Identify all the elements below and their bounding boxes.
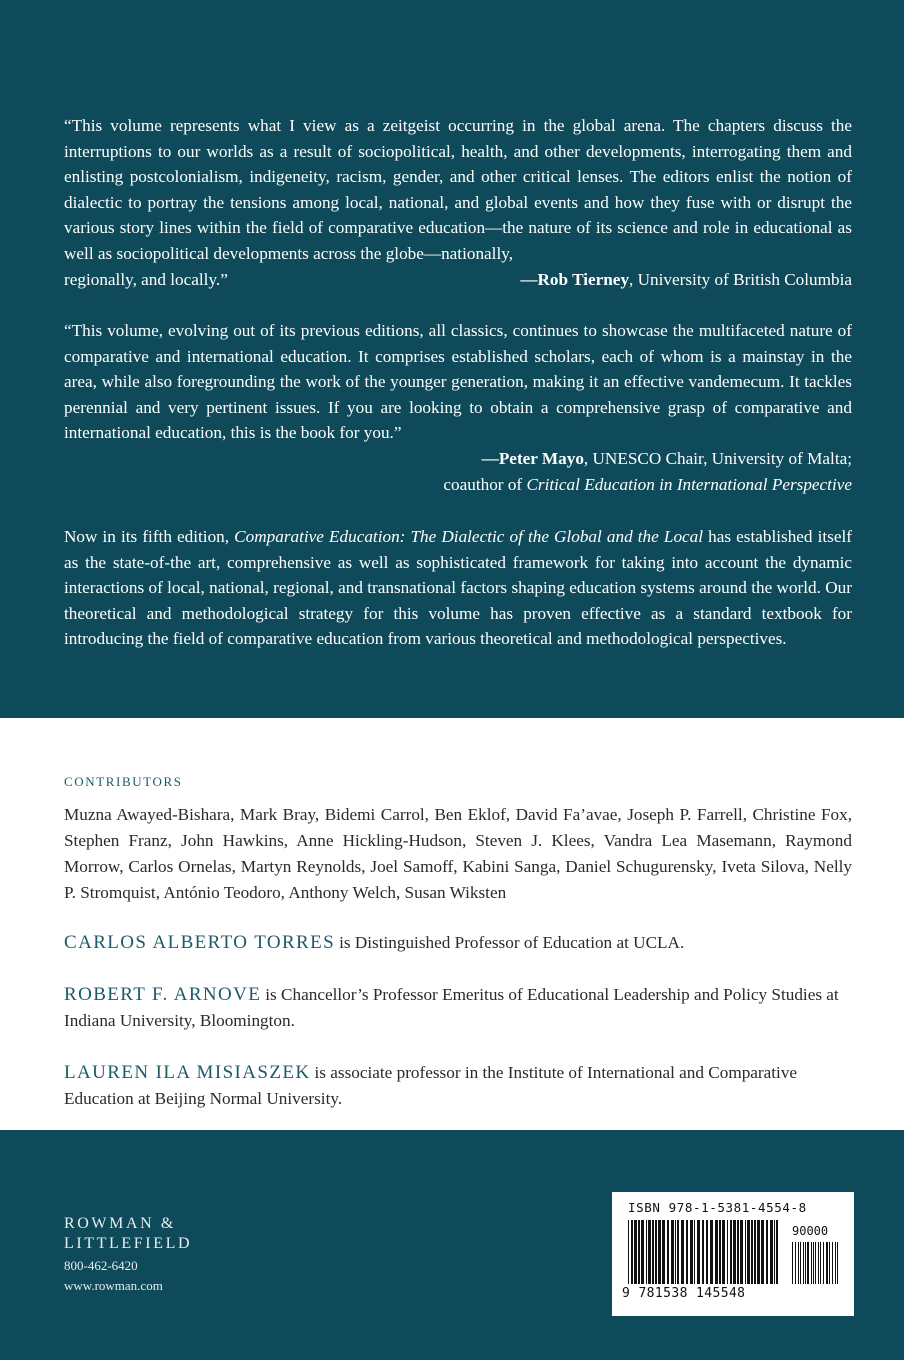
barcode-bar <box>751 1220 753 1284</box>
barcode-bar <box>818 1242 819 1284</box>
barcode-bar <box>646 1220 647 1284</box>
barcode-bar <box>667 1220 669 1284</box>
barcode-bar <box>766 1220 768 1284</box>
contributors-section <box>0 718 904 1130</box>
barcode-bar <box>823 1242 824 1284</box>
editor-bio-misiaszek <box>64 1060 852 1112</box>
editor-name: ROBERT F. ARNOVE <box>64 984 262 1005</box>
barcode-bar <box>641 1220 644 1284</box>
publisher-phone: 800-462-6420 <box>64 1258 138 1273</box>
barcode-bar <box>776 1220 778 1284</box>
barcode-bar <box>658 1220 661 1284</box>
isbn-text: ISBN 978-1-5381-4554-8 <box>628 1200 807 1215</box>
barcode-bar <box>820 1242 821 1284</box>
quote-coauthor-line: coauthor of Critical Education in International Perspective <box>443 474 852 494</box>
editor-bio-text: is Distinguished Professor of Education at UCLA. <box>339 933 685 952</box>
barcode-bar <box>754 1220 756 1284</box>
barcode-bar <box>719 1220 721 1284</box>
barcode-bar <box>837 1242 838 1284</box>
price-code: 90000 <box>792 1224 829 1238</box>
barcode-bar <box>815 1242 816 1284</box>
contributors-list: Muzna Awayed-Bishara, Mark Bray, Bidemi Carrol, Ben Eklof, David Fa’avae, Joseph P. Farrell, Christine Fox, Stephen Franz, John Hawkins, Anne Hickling-Hudson, Steven J. Klees, Vandra Lea Masemann, Raymond Morrow, Carlos Ornelas, Martyn Reynolds, Joel Samoff, Kabini Sanga, Daniel Schugurensky, Iveta Silova, Nelly P. Stromquist, António Teodoro, Anthony Welch, Susan Wiksten <box>64 805 852 902</box>
contributors-heading: CONTRIBUTORS <box>64 774 183 789</box>
barcode-bar <box>826 1242 828 1284</box>
coauthor-book-title: Critical Education in International Perspective <box>526 474 852 494</box>
editor-bio-torres <box>64 930 852 956</box>
quote-attribution <box>520 267 852 293</box>
editor-name: LAUREN ILA MISIASZEK <box>64 1062 311 1083</box>
barcode-bar <box>730 1220 732 1284</box>
barcode-bar <box>706 1220 708 1284</box>
barcode-bar <box>662 1220 665 1284</box>
ean-digits: 9 781538 145548 <box>622 1286 746 1301</box>
editor-name: CARLOS ALBERTO TORRES <box>64 932 336 953</box>
barcode-bar <box>652 1220 654 1284</box>
barcode-bar <box>631 1220 633 1284</box>
barcode-bar <box>690 1220 693 1284</box>
publisher-logo: ROWMAN & LITTLEFIELD <box>64 1215 193 1252</box>
barcode-bar <box>747 1220 750 1284</box>
editor-bio-arnove <box>64 982 852 1034</box>
barcode-bar <box>740 1220 743 1284</box>
barcode-bar <box>702 1220 704 1284</box>
barcode-bar <box>737 1220 739 1284</box>
editor-bio-text: is associate professor in the Institute of International and Comparative Education at Beijing Normal University. <box>64 1063 798 1108</box>
barcode-bar <box>722 1220 725 1284</box>
barcode-bar <box>835 1242 836 1284</box>
barcode-bar <box>813 1242 814 1284</box>
blurb-quote-tierney <box>64 113 852 292</box>
barcode-bar <box>805 1242 806 1284</box>
barcode-bar <box>655 1220 657 1284</box>
quote-attribution <box>64 446 852 472</box>
ean-barcode-graphic <box>626 1220 782 1284</box>
quote-author: —Peter Mayo <box>481 448 584 468</box>
isbn-barcode-box <box>612 1192 854 1316</box>
barcode-bar <box>733 1220 736 1284</box>
barcode-bar <box>671 1220 674 1284</box>
publisher-website: www.rowman.com <box>64 1278 163 1293</box>
quote-body: “This volume represents what I view as a zeitgeist occurring in the global arena. The chapters discuss the interruptions to our worlds as a result of sociopolitical, health, and other developments, interrogating them and enlisting postcolonialism, indigeneity, racism, gender, and other critical lenses. The editors enlist the notion of dialectic to portray the tensions among local, national, and global events and how they fuse with or disrupt the various story lines within the field of comparative education—the nature of its science and role in educational as well as sociopolitical developments across the globe—nationally, <box>64 116 852 263</box>
barcode-bar <box>745 1220 746 1284</box>
editor-bio-text: is Chancellor’s Professor Emeritus of Educational Leadership and Policy Studies at Indiana University, Bloomington. <box>64 985 839 1030</box>
barcode-bar <box>761 1220 764 1284</box>
barcode-bar <box>710 1220 713 1284</box>
price-barcode-graphic <box>790 1242 842 1284</box>
book-description: Now in its fifth edition, Comparative Education: The Dialectic of the Global and the Local has established itself as the state-of-the art, comprehensive as well as sophisticated framework for taking into account the dynamic interactions of local, national, regional, and transnational factors shaping education systems around the world. Our theoretical and methodological strategy for this volume has proven effective as a standard textbook for introducing the field of comparative education from various theoretical and methodological perspectives. <box>64 527 852 649</box>
barcode-bar <box>686 1220 688 1284</box>
barcode-bar <box>774 1220 775 1284</box>
barcode-bar <box>628 1220 629 1284</box>
barcode-bar <box>648 1220 651 1284</box>
barcode-bar <box>634 1220 637 1284</box>
barcode-bar <box>697 1220 700 1284</box>
barcode-bar <box>800 1242 801 1284</box>
book-title: Comparative Education: The Dialectic of the Global and the Local <box>234 527 704 546</box>
barcode-bar <box>798 1242 799 1284</box>
barcode-bar <box>675 1220 676 1284</box>
barcode-bar <box>727 1220 728 1284</box>
blurb-quote-mayo <box>64 318 852 497</box>
barcode-bar <box>694 1220 695 1284</box>
quote-affiliation: , University of British Columbia <box>629 269 852 289</box>
barcode-bar <box>681 1220 684 1284</box>
barcode-bar <box>829 1242 830 1284</box>
barcode-bar <box>792 1242 793 1284</box>
quote-last-line: regionally, and locally.” <box>64 269 228 289</box>
quote-affiliation: , UNESCO Chair, University of Malta; <box>583 448 852 468</box>
publisher-footer <box>0 1130 904 1360</box>
quote-author: —Rob Tierney <box>520 269 630 289</box>
barcode-bar <box>715 1220 718 1284</box>
barcode-bar <box>807 1242 809 1284</box>
quote-body: “This volume, evolving out of its previous editions, all classics, continues to showcase the multifaceted nature of comparative and international education. It comprises established scholars, each of whom is a mainstay in the area, while also foregrounding the work of the younger generation, making it an effective vandemecum. It tackles perennial and very pertinent issues. If you are looking to obtain a comprehensive grasp of comparative and international education, this is the book for you.” <box>64 321 852 443</box>
barcode-bar <box>757 1220 760 1284</box>
barcode-bar <box>638 1220 640 1284</box>
barcode-bar <box>803 1242 804 1284</box>
barcode-bar <box>677 1220 679 1284</box>
barcode-bar <box>832 1242 833 1284</box>
barcode-bar <box>795 1242 796 1284</box>
barcode-bar <box>770 1220 773 1284</box>
barcode-bar <box>811 1242 812 1284</box>
